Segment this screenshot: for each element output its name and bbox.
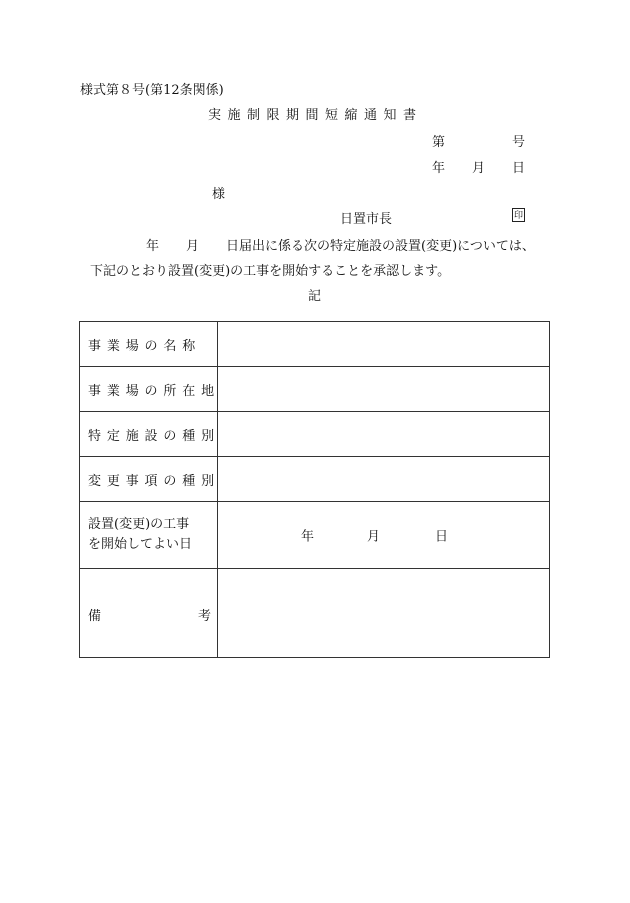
start-date-year: 年: [301, 529, 315, 545]
start-date-label: [80, 502, 218, 569]
body-month: 月: [186, 239, 200, 254]
form-table: [79, 321, 550, 658]
start-date-month: 月: [367, 529, 381, 545]
facility-address-field[interactable]: [218, 367, 550, 412]
start-date-label-line2: を開始してよい日: [88, 537, 193, 552]
specified-facility-type-label: 特定施設の種別: [80, 412, 218, 457]
change-item-type-field[interactable]: [218, 457, 550, 502]
seal-stamp: 印: [512, 208, 525, 222]
table-row: [80, 502, 550, 569]
specified-facility-type-field[interactable]: [218, 412, 550, 457]
remarks-field[interactable]: [218, 569, 550, 658]
table-row: [80, 367, 550, 412]
issue-date-day: 日: [512, 161, 526, 176]
issuer-name: 日置市長: [340, 212, 393, 227]
remarks-label-right: 考: [197, 609, 211, 624]
issue-date-month: 月: [472, 161, 486, 176]
start-date-label-line1: 設置(変更)の工事: [88, 517, 190, 532]
table-row: [80, 569, 550, 658]
record-heading: 記: [308, 289, 322, 304]
table-row: [80, 322, 550, 367]
body-year: 年: [146, 239, 160, 254]
body-line1: 日届出に係る次の特定施設の設置(変更)については、: [226, 239, 535, 254]
table-row: [80, 412, 550, 457]
document-number-prefix: 第: [432, 135, 446, 150]
body-line2: 下記のとおり設置(変更)の工事を開始することを承認します。: [90, 264, 451, 279]
remarks-label-left: 備: [88, 609, 102, 624]
facility-name-label: 事業場の名称: [80, 322, 218, 367]
facility-address-label: 事業場の所在地: [80, 367, 218, 412]
start-date-day: 日: [435, 529, 449, 545]
form-number: 様式第８号(第12条関係): [80, 83, 224, 98]
addressee-honorific: 様: [212, 187, 226, 202]
remarks-label: [80, 569, 218, 658]
issue-date-year: 年: [432, 161, 446, 176]
change-item-type-label: 変更事項の種別: [80, 457, 218, 502]
table-row: [80, 457, 550, 502]
document-number-suffix: 号: [512, 135, 526, 150]
document-title: 実施制限期間短縮通知書: [208, 108, 423, 123]
start-date-field[interactable]: [218, 502, 550, 569]
facility-name-field[interactable]: [218, 322, 550, 367]
